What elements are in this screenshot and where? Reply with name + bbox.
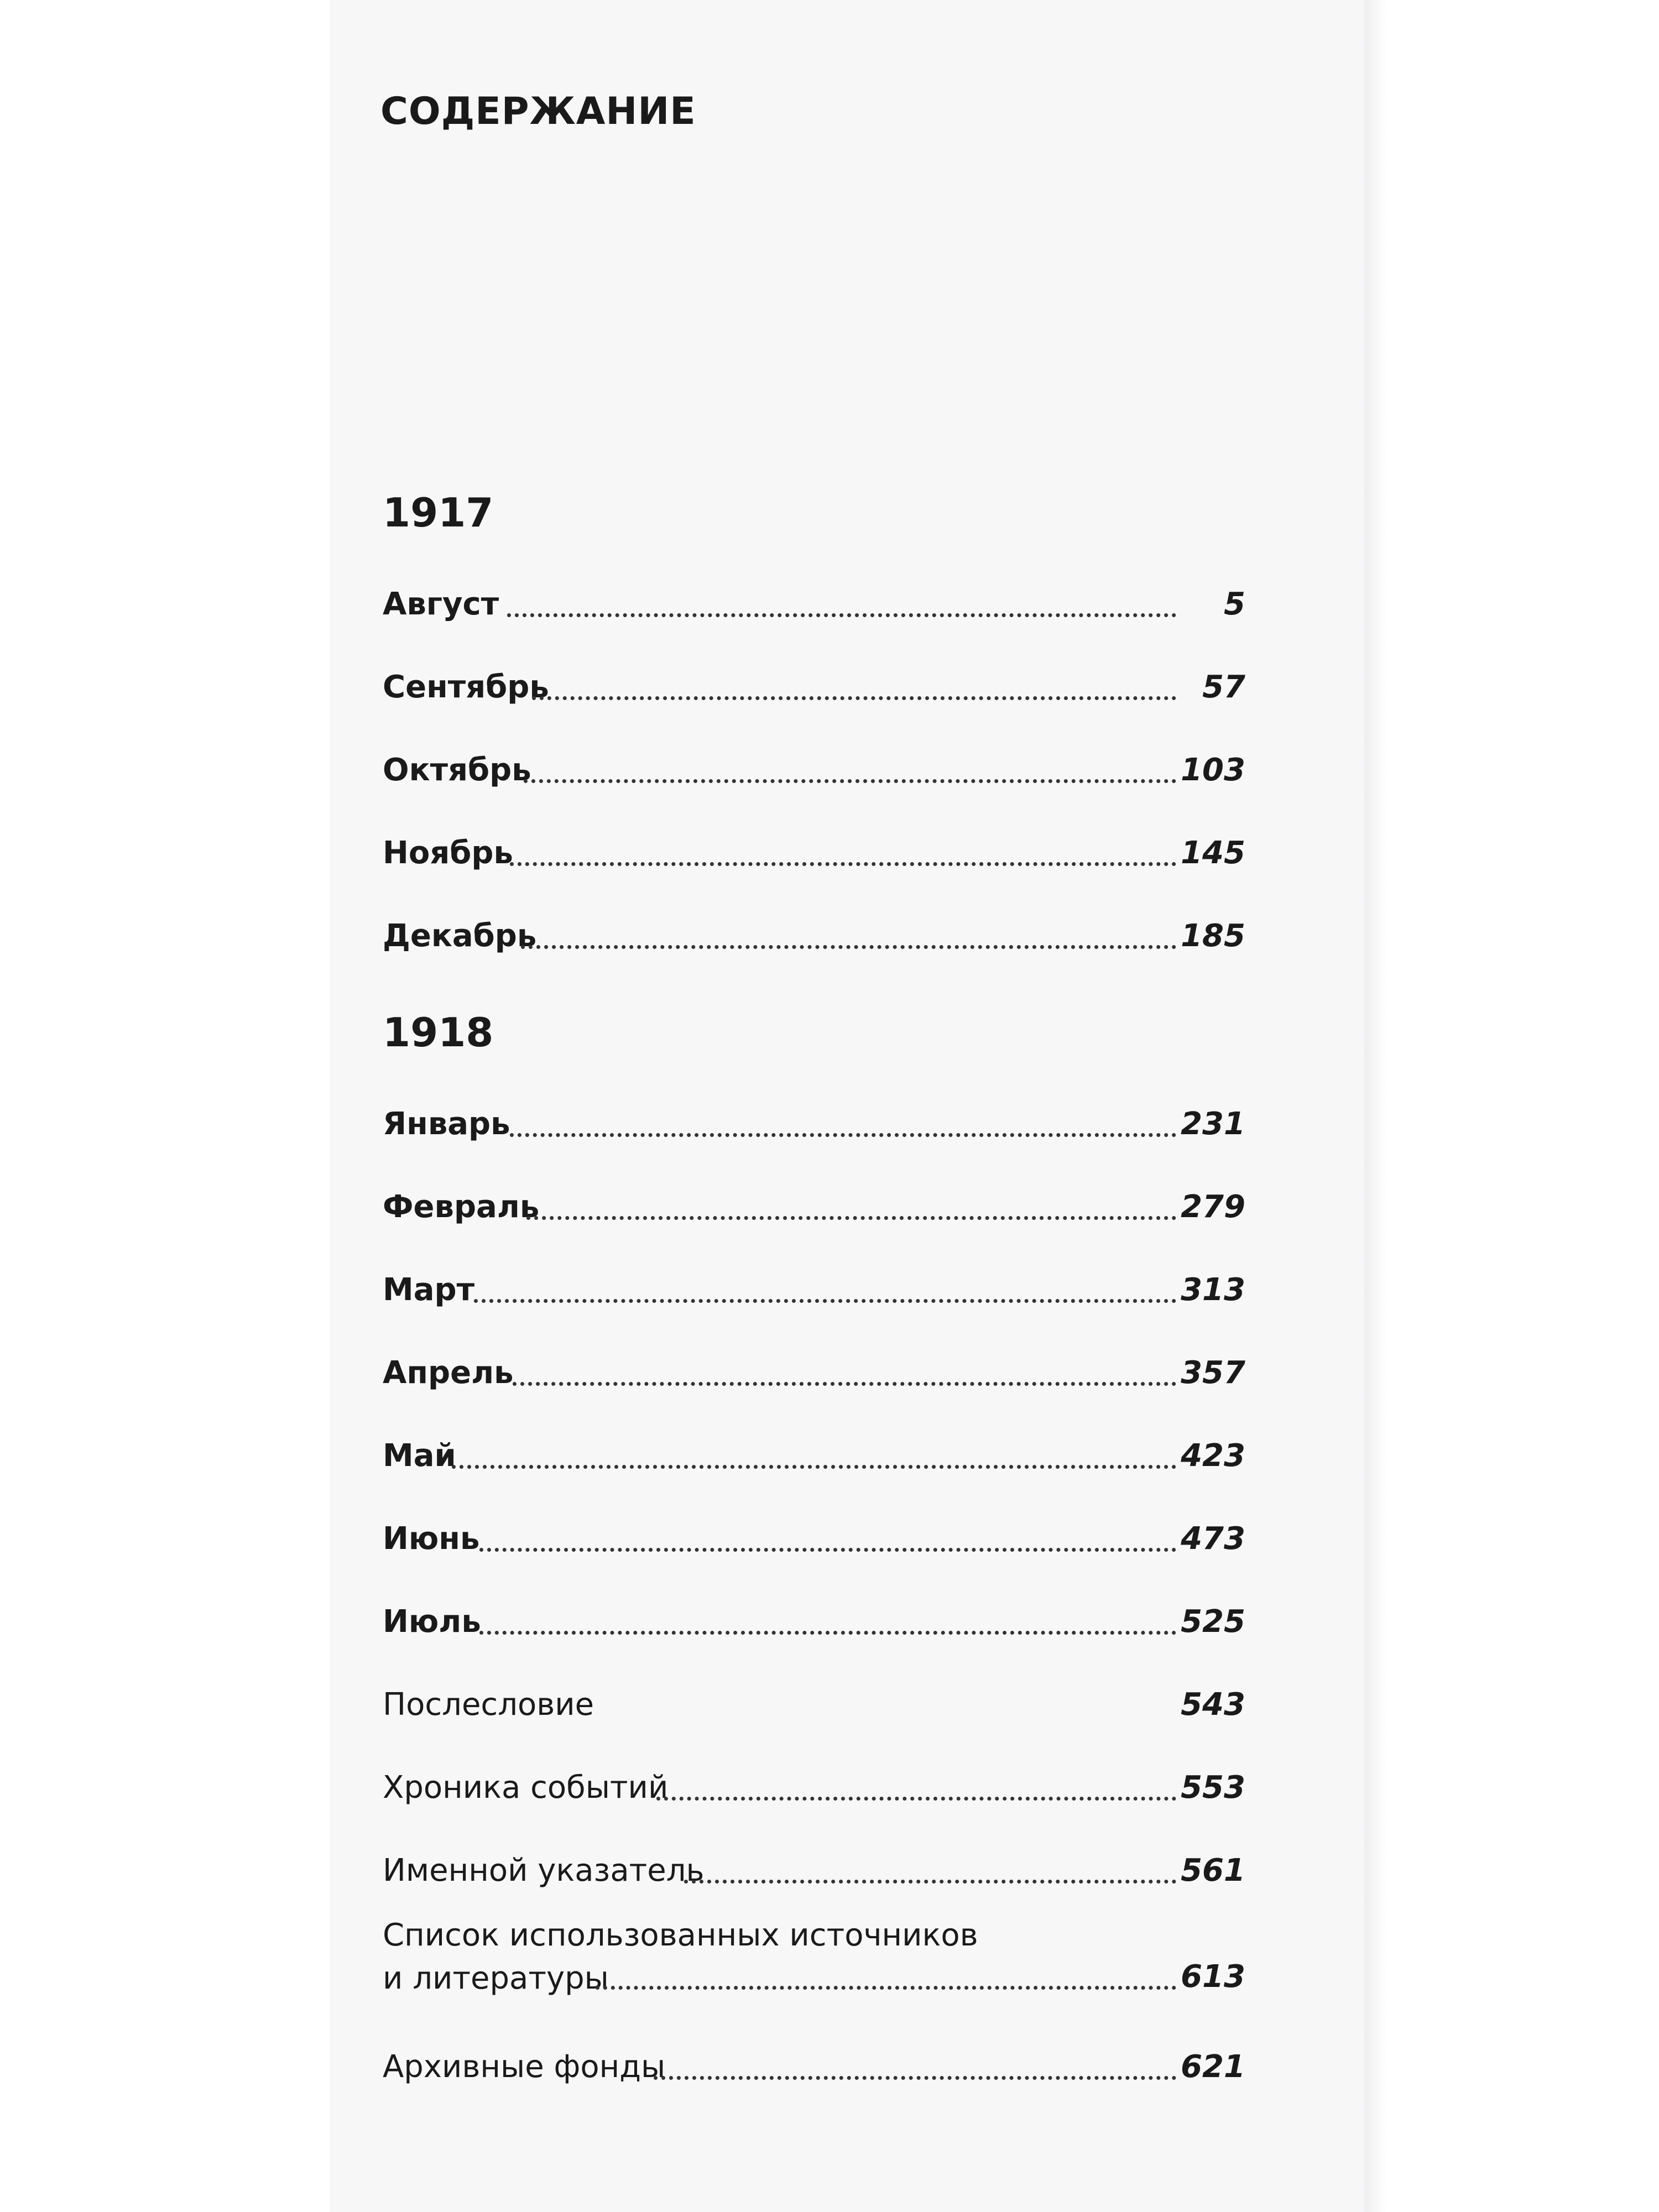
toc-entry-page: 621 [1181, 2049, 1245, 2085]
toc-entry-sources[interactable] [383, 1913, 1245, 2002]
toc-entry-label: Март [383, 1272, 475, 1308]
dot-leader [656, 1797, 1176, 1801]
toc-entry-name-index[interactable] [383, 1846, 1245, 1896]
toc-entry-label: Июль [383, 1604, 481, 1640]
dot-leader [479, 1631, 1176, 1635]
dot-leader [474, 1299, 1176, 1303]
toc-entry-february[interactable] [383, 1182, 1245, 1232]
toc-entry-page: 185 [1181, 918, 1245, 954]
dot-leader [684, 1880, 1176, 1884]
toc-entry-page: 613 [1181, 1959, 1245, 1995]
toc-entry-label: Февраль [383, 1189, 540, 1225]
dot-leader [452, 1465, 1176, 1469]
toc-entry-august[interactable] [383, 580, 1245, 629]
toc-entry-label: Октябрь [383, 752, 531, 788]
year-heading-1917: 1917 [383, 489, 494, 536]
dot-leader [524, 779, 1176, 783]
toc-entry-page: 279 [1181, 1189, 1245, 1225]
toc-entry-label: Апрель [383, 1355, 514, 1391]
toc-entry-page: 5 [1224, 586, 1245, 622]
toc-entry-label-line1: Список использованных источников [383, 1917, 978, 1953]
toc-entry-page: 543 [1181, 1687, 1245, 1723]
dot-leader [526, 1216, 1176, 1220]
toc-entry-label: Хроника событий [383, 1770, 669, 1806]
toc-entry-page: 553 [1181, 1770, 1245, 1806]
toc-entry-page: 145 [1181, 835, 1245, 871]
toc-entry-chronicle[interactable] [383, 1763, 1245, 1813]
toc-entry-label: Май [383, 1438, 456, 1474]
dot-leader [521, 945, 1176, 949]
dot-leader [513, 1382, 1176, 1386]
toc-entry-label: Август [383, 586, 499, 622]
toc-entry-april[interactable] [383, 1348, 1245, 1398]
toc-entry-page: 525 [1181, 1604, 1245, 1640]
toc-entry-label: Ноябрь [383, 835, 513, 871]
dot-leader [532, 696, 1176, 700]
toc-entry-label: Сентябрь [383, 669, 549, 705]
toc-entry-september[interactable] [383, 662, 1245, 712]
toc-entry-page: 231 [1181, 1106, 1245, 1142]
toc-entry-label: Январь [383, 1106, 510, 1142]
toc-entry-page: 473 [1181, 1521, 1245, 1557]
toc-entry-page: 313 [1181, 1272, 1245, 1308]
toc-entry-label: Декабрь [383, 918, 537, 954]
toc-entry-march[interactable] [383, 1265, 1245, 1315]
toc-entry-label: Именной указатель [383, 1853, 705, 1888]
toc-entry-afterword[interactable] [383, 1680, 1245, 1730]
year-heading-1918: 1918 [383, 1009, 494, 1056]
toc-entry-label: Июнь [383, 1521, 480, 1557]
toc-entry-page: 57 [1202, 669, 1245, 705]
dot-leader [510, 1133, 1176, 1137]
toc-entry-november[interactable] [383, 828, 1245, 878]
toc-entry-label: Архивные фонды [383, 2049, 666, 2085]
toc-entry-december[interactable] [383, 911, 1245, 961]
toc-entry-may[interactable] [383, 1431, 1245, 1481]
toc-entry-july[interactable] [383, 1597, 1245, 1647]
toc-entry-june[interactable] [383, 1514, 1245, 1564]
toc-entry-label-line2: и литературы [383, 1960, 609, 1996]
toc-entry-archives[interactable] [383, 2042, 1245, 2092]
page-title: СОДЕРЖАНИЕ [380, 90, 696, 133]
page-edge [1364, 0, 1386, 2212]
toc-entry-label: Послесловие [383, 1687, 594, 1723]
toc-entry-page: 423 [1181, 1438, 1245, 1474]
toc-entry-page: 561 [1181, 1853, 1245, 1888]
dot-leader [654, 2076, 1176, 2080]
toc-entry-january[interactable] [383, 1099, 1245, 1149]
dot-leader [507, 613, 1176, 617]
toc-entry-page: 357 [1181, 1355, 1245, 1391]
toc-entry-october[interactable] [383, 745, 1245, 795]
dot-leader [596, 1986, 1176, 1990]
toc-entry-page: 103 [1181, 752, 1245, 788]
dot-leader [479, 1548, 1176, 1552]
dot-leader [510, 862, 1176, 866]
